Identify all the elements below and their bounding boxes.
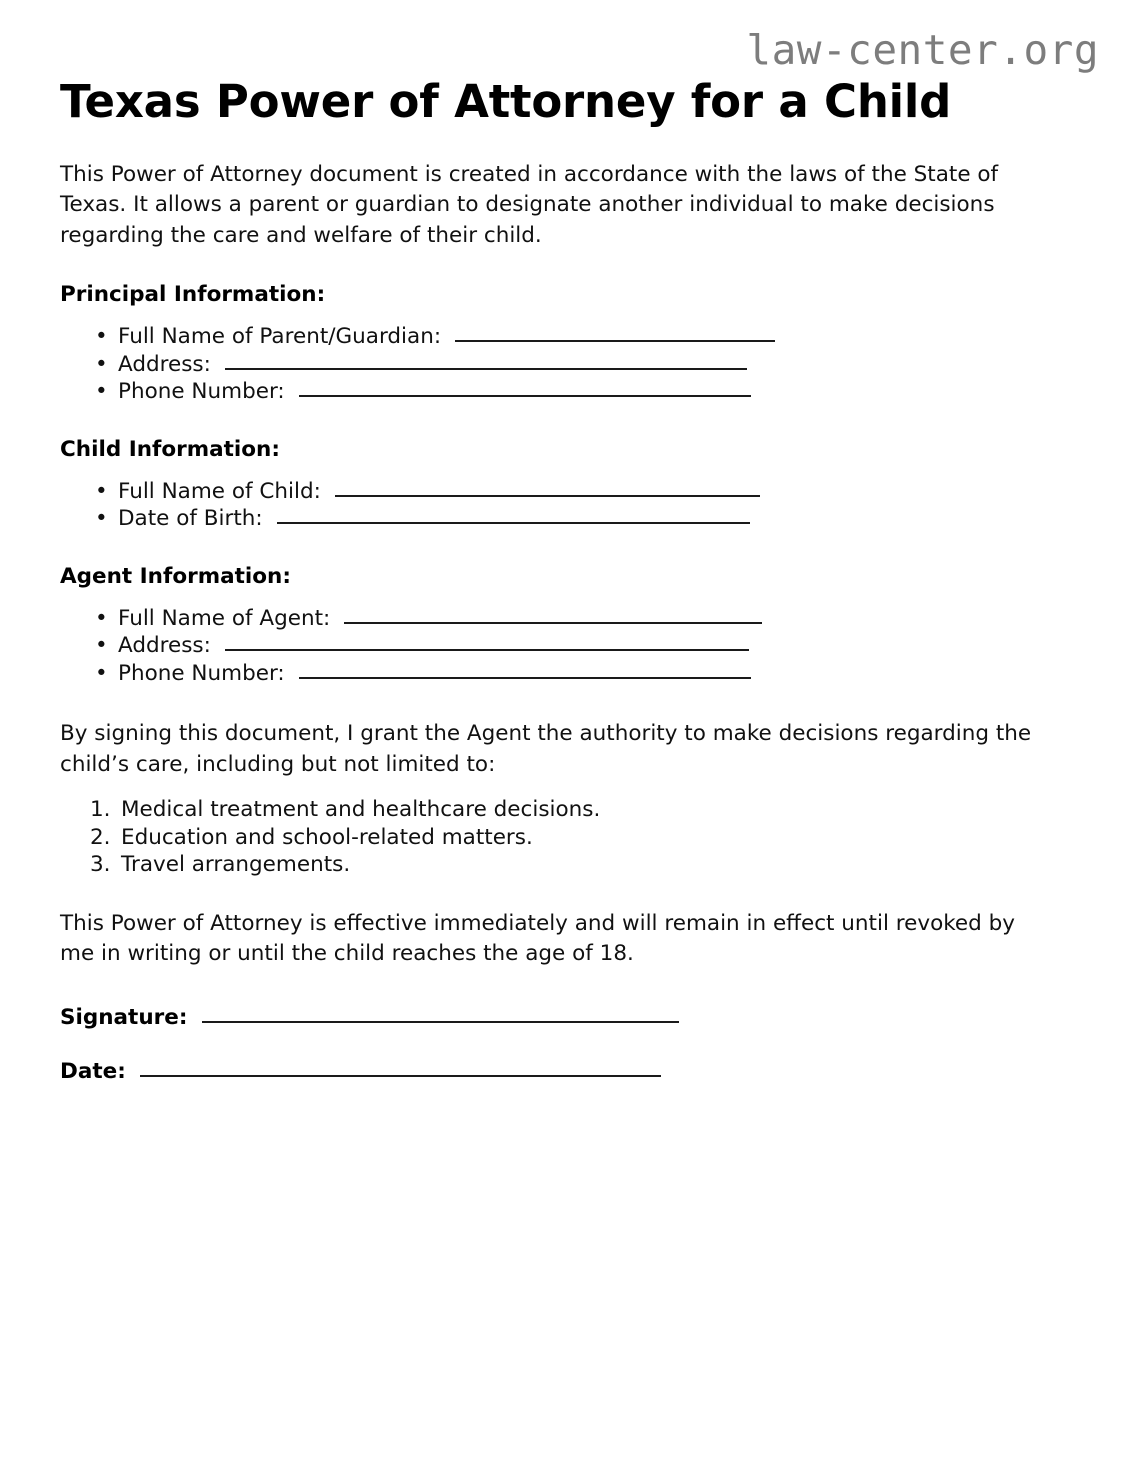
section-heading-child: Child Information: [60, 436, 280, 462]
effective-paragraph: This Power of Attorney is effective immediately and will remain in effect until revoked by me in writing or until the child reaches the age of 18. [60, 910, 1015, 967]
list-item [60, 851, 1070, 879]
agent-field-list [60, 591, 1070, 688]
bullet-icon: • [95, 633, 108, 659]
grant-authority-paragraph: By signing this document, I grant the Agent the authority to make decisions regarding the child’s care, including but not limited to: [60, 721, 1032, 777]
bullet-icon: • [95, 506, 108, 532]
list-number: 1. [90, 797, 111, 823]
signature-label: Signature: [60, 1004, 188, 1030]
field-row-agent-phone [60, 660, 1070, 688]
field-label: Full Name of Parent/Guardian: [118, 324, 442, 350]
blank-line-input[interactable] [335, 480, 760, 497]
field-row-agent-address [60, 632, 1070, 660]
principal-field-list [60, 309, 1070, 406]
signature-blank-line[interactable] [202, 1006, 679, 1023]
section-heading-principal: Principal Information: [60, 282, 326, 308]
field-row-principal-address [60, 351, 1070, 379]
field-label: Date of Birth: [118, 506, 263, 532]
field-label: Phone Number: [118, 660, 285, 686]
bullet-icon: • [95, 351, 108, 377]
authority-list [60, 780, 1070, 879]
signature-block [60, 970, 1070, 1086]
blank-line-input[interactable] [299, 380, 751, 397]
list-item-text: Travel arrangements. [121, 852, 351, 878]
blank-line-input[interactable] [455, 325, 775, 342]
list-number: 3. [90, 852, 111, 878]
document-body [60, 0, 1070, 1086]
field-label: Phone Number: [118, 379, 285, 405]
blank-line-input[interactable] [277, 507, 750, 524]
list-item [60, 796, 1070, 824]
bullet-icon: • [95, 660, 108, 686]
blank-line-input[interactable] [225, 353, 747, 370]
list-number: 2. [90, 824, 111, 850]
list-item-text: Education and school-related matters. [121, 824, 533, 850]
date-row [60, 1032, 1070, 1086]
field-label: Address: [118, 351, 211, 377]
blank-line-input[interactable] [299, 662, 751, 679]
bullet-icon: • [95, 478, 108, 504]
bullet-icon: • [95, 379, 108, 405]
section-heading-agent: Agent Information: [60, 563, 291, 589]
field-label: Full Name of Child: [118, 478, 321, 504]
page-title: Texas Power of Attorney for a Child [60, 75, 952, 128]
field-row-principal-phone [60, 378, 1070, 406]
field-row-child-full-name [60, 478, 1070, 506]
blank-line-input[interactable] [344, 607, 762, 624]
field-row-principal-full-name [60, 323, 1070, 351]
list-item-text: Medical treatment and healthcare decisions. [121, 797, 601, 823]
date-label: Date: [60, 1058, 126, 1084]
date-blank-line[interactable] [140, 1060, 661, 1077]
field-label: Full Name of Agent: [118, 605, 331, 631]
bullet-icon: • [95, 605, 108, 631]
list-item [60, 824, 1070, 852]
field-row-child-dob [60, 505, 1070, 533]
bullet-icon: • [95, 324, 108, 350]
field-label: Address: [118, 633, 211, 659]
child-field-list [60, 464, 1070, 533]
field-row-agent-full-name [60, 605, 1070, 633]
intro-paragraph: This Power of Attorney document is created in accordance with the laws of the State of Texas. It allows a parent or guardian to designate another individual to make decisions regarding the care and welfare of their child. [60, 161, 999, 248]
signature-row [60, 1004, 1070, 1032]
site-watermark: law-center.org [746, 26, 1099, 74]
blank-line-input[interactable] [225, 634, 749, 651]
